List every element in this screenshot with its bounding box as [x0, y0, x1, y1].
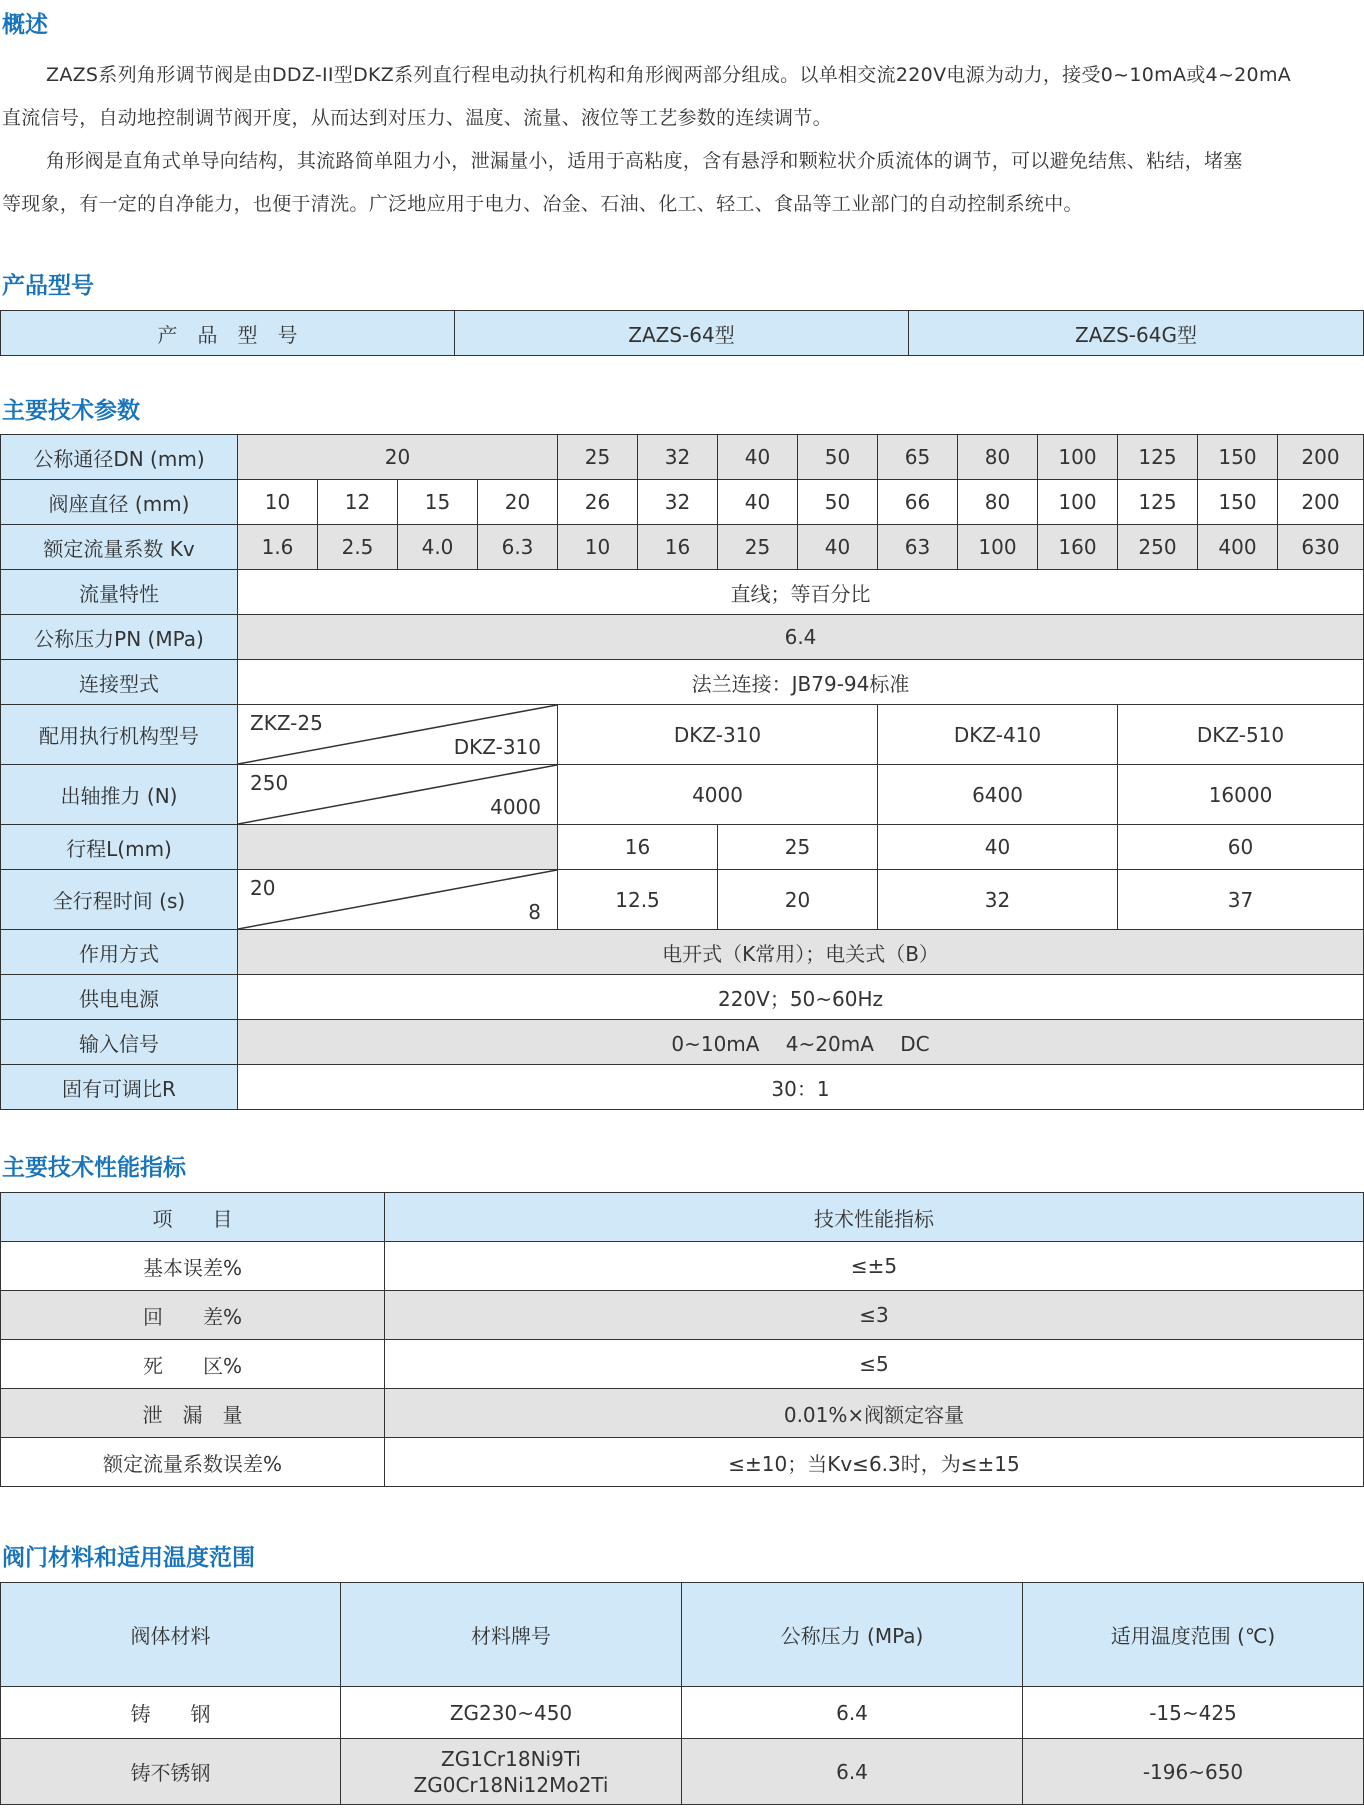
flow-label: 流量特性	[1, 570, 238, 615]
power-value: 220V；50~60Hz	[238, 975, 1364, 1020]
perf-value: ≤3	[385, 1291, 1364, 1340]
materials-table	[0, 1582, 1364, 1805]
conn-row	[1, 660, 1364, 705]
kv-value: 10	[558, 525, 638, 570]
kv-value: 4.0	[398, 525, 478, 570]
perf-table	[0, 1192, 1364, 1487]
time-value: 32	[878, 870, 1118, 930]
material-grade: ZG230~450	[341, 1687, 682, 1739]
models-heading: 产品型号	[2, 273, 94, 299]
seat-value: 80	[958, 480, 1038, 525]
time-value: 37	[1118, 870, 1364, 930]
pn-value: 6.4	[238, 615, 1364, 660]
kv-value: 630	[1278, 525, 1364, 570]
signal-value: 0~10mA 4~20mA DC	[238, 1020, 1364, 1065]
pn-row	[1, 615, 1364, 660]
model-2: ZAZS-64G型	[909, 311, 1364, 356]
materials-row	[1, 1687, 1364, 1739]
ratio-label: 固有可调比R	[1, 1065, 238, 1110]
signal-row	[1, 1020, 1364, 1065]
kv-value: 160	[1038, 525, 1118, 570]
model-1: ZAZS-64型	[455, 311, 909, 356]
actuator-value: DKZ-510	[1118, 705, 1364, 765]
action-label: 作用方式	[1, 930, 238, 975]
stroke-value: 60	[1118, 825, 1364, 870]
kv-row	[1, 525, 1364, 570]
material-pn: 6.4	[682, 1739, 1023, 1805]
thrust-label: 出轴推力 (N)	[1, 765, 238, 825]
kv-label: 额定流量系数 Kv	[1, 525, 238, 570]
dn-value: 125	[1118, 435, 1198, 480]
kv-value: 40	[798, 525, 878, 570]
overview-heading: 概述	[2, 12, 48, 38]
action-value: 电开式（K常用）；电关式（B）	[238, 930, 1364, 975]
kv-value: 25	[718, 525, 798, 570]
material-temp: -196~650	[1023, 1739, 1364, 1805]
kv-value: 2.5	[318, 525, 398, 570]
materials-header-row	[1, 1583, 1364, 1687]
overview-p1-line2: 直流信号，自动地控制调节阀开度，从而达到对压力、温度、流量、液位等工艺参数的连续调节。	[2, 107, 832, 129]
thrust-value: 6400	[878, 765, 1118, 825]
perf-header-row	[1, 1193, 1364, 1242]
overview-p1-line1: ZAZS系列角形调节阀是由DDZ-II型DKZ系列直行程电动执行机构和角形阀两部分组成。以单相交流220V电源为动力，接受0~10mA或4~20mA	[46, 64, 1292, 86]
perf-value: ≤5	[385, 1340, 1364, 1389]
seat-value: 32	[638, 480, 718, 525]
dn-value: 80	[958, 435, 1038, 480]
seat-value: 66	[878, 480, 958, 525]
overview-text	[2, 54, 1364, 226]
seat-value: 20	[478, 480, 558, 525]
ratio-row	[1, 1065, 1364, 1110]
actuator-diag-cell	[238, 705, 558, 765]
thrust-diag-bottom: 4000	[490, 795, 542, 819]
actuator-value: DKZ-310	[558, 705, 878, 765]
time-label: 全行程时间 (s)	[1, 870, 238, 930]
actuator-label: 配用执行机构型号	[1, 705, 238, 765]
material-body: 铸 钢	[1, 1687, 341, 1739]
pn-label: 公称压力PN (MPa)	[1, 615, 238, 660]
signal-label: 输入信号	[1, 1020, 238, 1065]
ratio-value: 30：1	[238, 1065, 1364, 1110]
dn-value: 32	[638, 435, 718, 480]
thrust-row	[1, 765, 1364, 825]
seat-value: 10	[238, 480, 318, 525]
dn-value: 25	[558, 435, 638, 480]
materials-col-pn: 公称压力 (MPa)	[682, 1583, 1023, 1687]
perf-col-value: 技术性能指标	[385, 1193, 1364, 1242]
seat-row	[1, 480, 1364, 525]
perf-item: 泄 漏 量	[1, 1389, 385, 1438]
time-value: 12.5	[558, 870, 718, 930]
seat-value: 150	[1198, 480, 1278, 525]
kv-value: 16	[638, 525, 718, 570]
dn-value: 200	[1278, 435, 1364, 480]
models-table	[0, 310, 1364, 356]
kv-value: 1.6	[238, 525, 318, 570]
conn-label: 连接型式	[1, 660, 238, 705]
material-grade: ZG1Cr18Ni9Ti	[441, 1746, 581, 1771]
stroke-value: 40	[878, 825, 1118, 870]
conn-value: 法兰连接：JB79-94标准	[238, 660, 1364, 705]
perf-row	[1, 1291, 1364, 1340]
perf-row	[1, 1340, 1364, 1389]
perf-col-item: 项 目	[1, 1193, 385, 1242]
models-row	[1, 311, 1364, 356]
power-label: 供电电源	[1, 975, 238, 1020]
thrust-value: 16000	[1118, 765, 1364, 825]
overview-p2-line1: 角形阀是直角式单导向结构，其流路简单阻力小，泄漏量小，适用于高粘度，含有悬浮和颗粒状介质流体的调节，可以避免结焦、粘结，堵塞	[46, 150, 1243, 172]
dn-value: 50	[798, 435, 878, 480]
material-grade: ZG0Cr18Ni12Mo2Ti	[413, 1772, 609, 1797]
materials-row	[1, 1739, 1364, 1805]
materials-heading: 阀门材料和适用温度范围	[2, 1545, 255, 1571]
time-diag-bottom: 8	[528, 900, 542, 924]
material-pn: 6.4	[682, 1687, 1023, 1739]
thrust-diag-cell	[238, 765, 558, 825]
thrust-value: 4000	[558, 765, 878, 825]
seat-value: 26	[558, 480, 638, 525]
kv-value: 400	[1198, 525, 1278, 570]
materials-col-grade: 材料牌号	[341, 1583, 682, 1687]
power-row	[1, 975, 1364, 1020]
material-body: 铸不锈钢	[1, 1739, 341, 1805]
perf-row	[1, 1438, 1364, 1487]
action-row	[1, 930, 1364, 975]
kv-value: 6.3	[478, 525, 558, 570]
time-value: 20	[718, 870, 878, 930]
time-diag-top: 20	[250, 876, 276, 900]
thrust-diag-top: 250	[250, 771, 289, 795]
kv-value: 250	[1118, 525, 1198, 570]
actuator-diag-top: ZKZ-25	[250, 711, 323, 735]
dn-row	[1, 435, 1364, 480]
perf-value: ≤±5	[385, 1242, 1364, 1291]
perf-item: 死 区%	[1, 1340, 385, 1389]
flow-value: 直线；等百分比	[238, 570, 1364, 615]
params-table	[0, 434, 1364, 1110]
stroke-value: 16	[558, 825, 718, 870]
perf-row	[1, 1242, 1364, 1291]
seat-value: 100	[1038, 480, 1118, 525]
params-heading: 主要技术参数	[2, 398, 140, 424]
kv-value: 63	[878, 525, 958, 570]
stroke-value: 25	[718, 825, 878, 870]
materials-col-temp: 适用温度范围 (℃)	[1023, 1583, 1364, 1687]
perf-row	[1, 1389, 1364, 1438]
overview-p2-line2: 等现象，有一定的自净能力，也便于清洗。广泛地应用于电力、冶金、石油、化工、轻工、食品等工业部门的自动控制系统中。	[2, 193, 1083, 215]
seat-value: 125	[1118, 480, 1198, 525]
perf-item: 基本误差%	[1, 1242, 385, 1291]
perf-value: ≤±10；当Kv≤6.3时，为≤±15	[385, 1438, 1364, 1487]
actuator-value: DKZ-410	[878, 705, 1118, 765]
seat-label: 阀座直径 (mm)	[1, 480, 238, 525]
seat-value: 12	[318, 480, 398, 525]
flow-row	[1, 570, 1364, 615]
dn-value: 65	[878, 435, 958, 480]
materials-col-body: 阀体材料	[1, 1583, 341, 1687]
actuator-row	[1, 705, 1364, 765]
seat-value: 50	[798, 480, 878, 525]
dn-value: 20	[238, 435, 558, 480]
seat-value: 15	[398, 480, 478, 525]
models-label: 产 品 型 号	[1, 311, 455, 356]
dn-value: 100	[1038, 435, 1118, 480]
perf-item: 回 差%	[1, 1291, 385, 1340]
dn-label: 公称通径DN (mm)	[1, 435, 238, 480]
perf-heading: 主要技术性能指标	[2, 1155, 186, 1181]
dn-value: 150	[1198, 435, 1278, 480]
stroke-row	[1, 825, 1364, 870]
perf-value: 0.01%×阀额定容量	[385, 1389, 1364, 1438]
stroke-label: 行程L(mm)	[1, 825, 238, 870]
stroke-empty-cell	[238, 825, 558, 870]
material-grade-cell	[341, 1739, 682, 1805]
seat-value: 200	[1278, 480, 1364, 525]
diagonal-line	[238, 870, 557, 929]
perf-item: 额定流量系数误差%	[1, 1438, 385, 1487]
kv-value: 100	[958, 525, 1038, 570]
seat-value: 40	[718, 480, 798, 525]
actuator-diag-bottom: DKZ-310	[453, 735, 542, 759]
time-diag-cell	[238, 870, 558, 930]
material-temp: -15~425	[1023, 1687, 1364, 1739]
dn-value: 40	[718, 435, 798, 480]
time-row	[1, 870, 1364, 930]
